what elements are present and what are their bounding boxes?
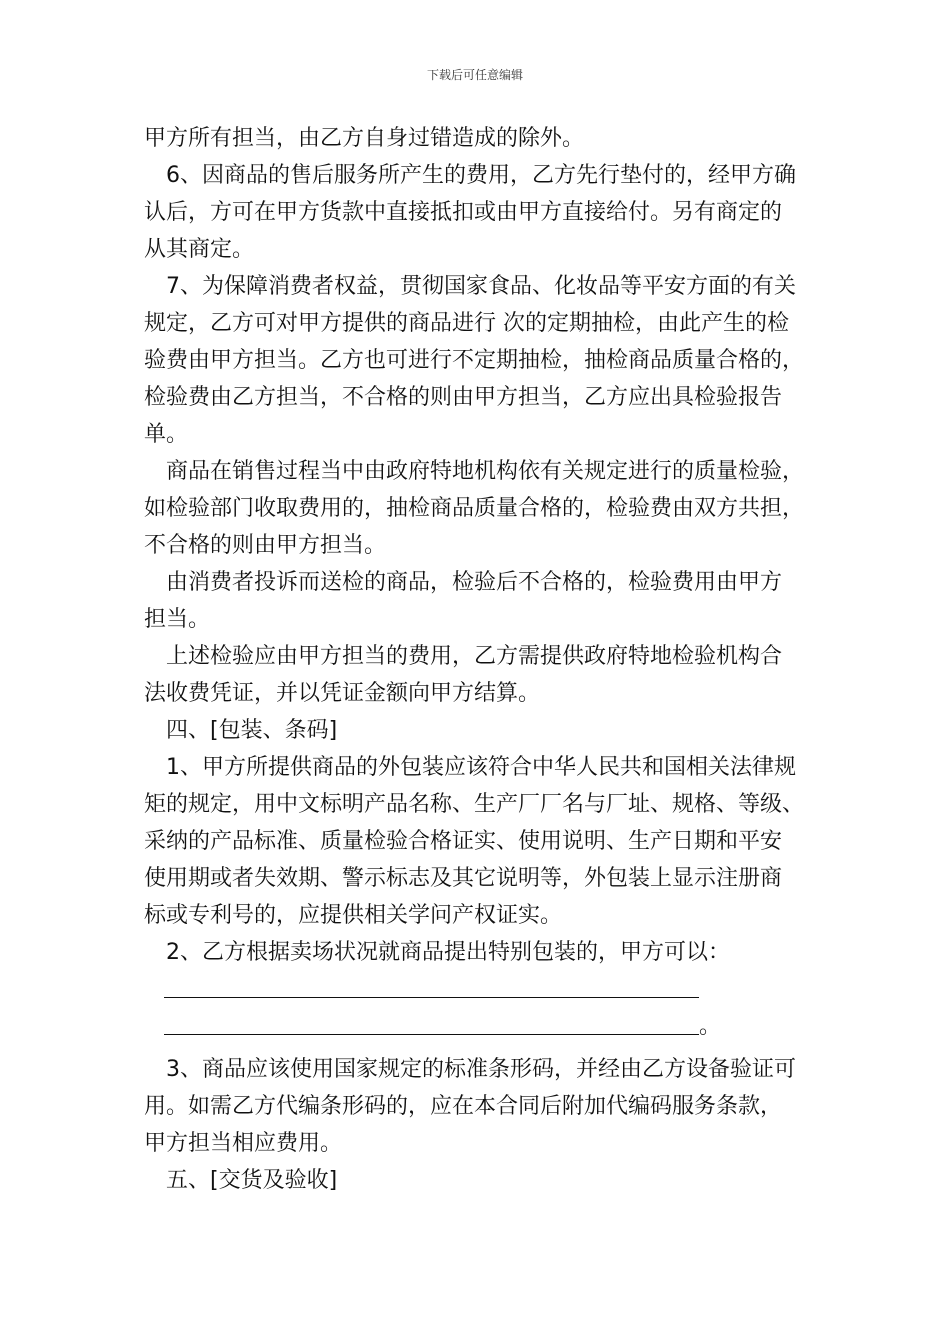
packaging-clause-1-line-4: 使用期或者失效期、警示标志及其它说明等，外包装上显示注册商 — [144, 866, 783, 891]
section-4-heading: 四、[包装、条码] — [166, 718, 338, 743]
section-5-heading: 五、[交货及验收] — [166, 1168, 338, 1193]
blank-underline — [164, 971, 699, 998]
fill-in-blank-1[interactable] — [144, 971, 834, 1008]
packaging-clause-1-line-3: 采纳的产品标准、质量检验合格证实、使用说明、生产日期和平安 — [144, 829, 783, 854]
clause-6-line-1: 6、因商品的售后服务所产生的费用，乙方先行垫付的，经甲方确 — [166, 163, 796, 188]
clause-7-line-3: 验费由甲方担当。乙方也可进行不定期抽检，抽检商品质量合格的， — [144, 348, 805, 373]
paragraph-line: 甲方所有担当，由乙方自身过错造成的除外。 — [144, 126, 585, 151]
inspection-para-line-1: 商品在销售过程当中由政府特地机构依有关规定进行的质量检验， — [166, 459, 805, 484]
barcode-clause-3-line-1: 3、商品应该使用国家规定的标准条形码，并经由乙方设备验证可 — [166, 1057, 796, 1082]
document-body — [144, 120, 834, 1199]
complaint-para-line-1: 由消费者投诉而送检的商品，检验后不合格的，检验费用由甲方 — [166, 570, 783, 595]
fill-in-blank-2[interactable] — [144, 1008, 834, 1045]
page-header-note: 下载后可任意编辑 — [426, 68, 523, 82]
clause-6-line-3: 从其商定。 — [144, 237, 255, 262]
packaging-clause-1-line-5: 标或专利号的，应提供相关学问产权证实。 — [144, 903, 563, 928]
clause-7-line-4: 检验费由乙方担当，不合格的则由甲方担当，乙方应出具检验报告 — [144, 385, 783, 410]
complaint-para-line-2: 担当。 — [144, 607, 211, 632]
blank-underline — [164, 1008, 699, 1035]
packaging-clause-1-line-1: 1、甲方所提供商品的外包装应该符合中华人民共和国相关法律规 — [166, 755, 796, 780]
clause-6-line-2: 认后，方可在甲方货款中直接抵扣或由甲方直接给付。另有商定的 — [144, 200, 783, 225]
clause-7-line-1: 7、为保障消费者权益，贯彻国家食品、化妆品等平安方面的有关 — [166, 274, 796, 299]
packaging-clause-1-line-2: 矩的规定，用中文标明产品名称、生产厂厂名与厂址、规格、等级、 — [144, 792, 805, 817]
barcode-clause-3-line-3: 甲方担当相应费用。 — [144, 1131, 343, 1156]
settlement-para-line-2: 法收费凭证，并以凭证金额向甲方结算。 — [144, 681, 541, 706]
blank-end-mark: 。 — [699, 1014, 722, 1039]
clause-7-line-5: 单。 — [144, 422, 189, 447]
inspection-para-line-2: 如检验部门收取费用的，抽检商品质量合格的，检验费由双方共担， — [144, 496, 805, 521]
packaging-clause-2-line-1: 2、乙方根据卖场状况就商品提出特别包装的，甲方可以： — [166, 940, 730, 965]
inspection-para-line-3: 不合格的则由甲方担当。 — [144, 533, 387, 558]
settlement-para-line-1: 上述检验应由甲方担当的费用，乙方需提供政府特地检验机构合 — [166, 644, 783, 669]
clause-7-line-2: 规定，乙方可对甲方提供的商品进行 次的定期抽检，由此产生的检 — [144, 311, 789, 336]
barcode-clause-3-line-2: 用。如需乙方代编条形码的，应在本合同后附加代编码服务条款， — [144, 1094, 783, 1119]
